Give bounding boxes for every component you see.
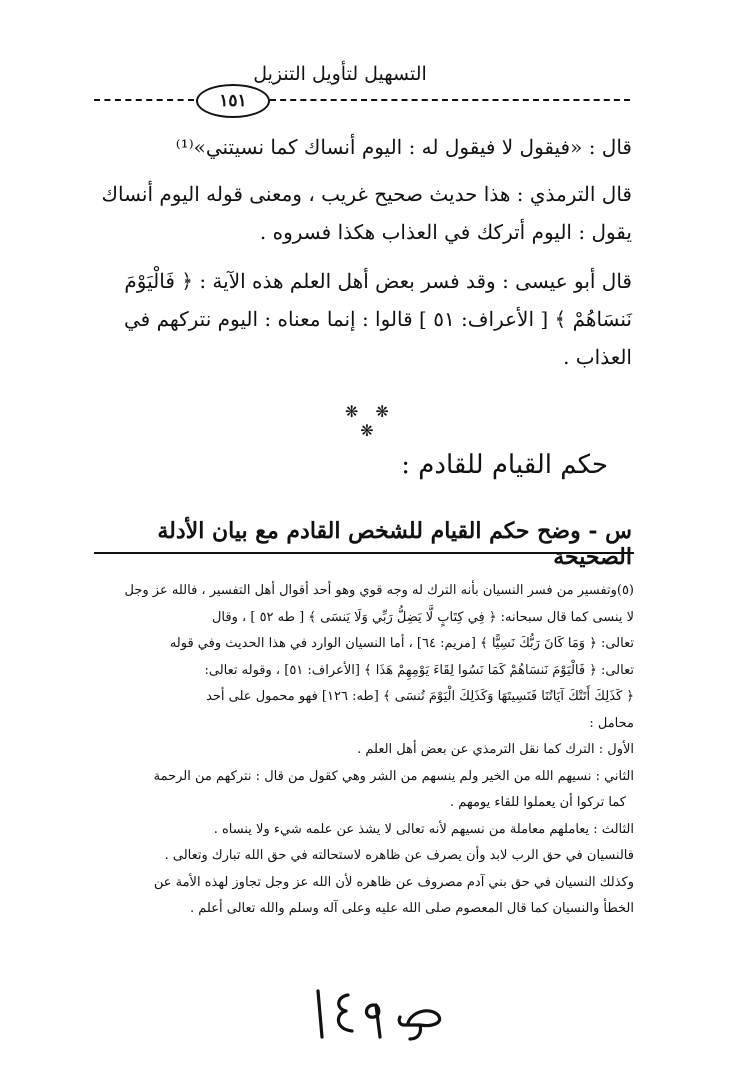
footnote-line: الثاني : نسيهم الله من الخير ولم ينسهم من الشر وهي كقول من قال : نتركهم من الرحمة [153,768,634,784]
footnote-line: فالنسيان في حق الرب لابد وأن يصرف عن ظاهره لاستحالته في حق الله تبارك وتعالى . [164,848,634,863]
footnote-line: كما تركوا أن يعملوا للقاء يومهم . [450,795,626,810]
footnote-line: (٥)وتفسير من فسر النسيان بأنه الترك له وجه قوي وهو أحد أقوال أهل التفسير ، فالله عز وجل [124,583,634,598]
question-heading: س - وضح حكم القيام للشخص القادم مع بيان الأدلة الصحيحة [157,518,632,570]
footnotes-block [100,578,634,923]
footnote-line: الثالث : يعاملهم معاملة من نسيهم لأنه تعالى لا يشذ عن علمه شيء ولا ينساه . [213,821,634,837]
footnote-line: تعالى: ﴿ فَالْيَوْمَ نَنسَاهُمْ كَمَا نَسُوا لِقَاءَ يَوْمِهِمْ هَذَا ﴾ [الأعراف: ٥١] ، وقوله تعالى: [204,662,634,678]
paragraph-abu-isa: قال أبو عيسى : وقد فسر بعض أهل العلم هذه الآية : ﴿ فَالْيَوْمَ نَنسَاهُمْ ﴾ [ الأعراف: ٥١ ] قالوا : إنما معناه : اليوم نتركهم في العذاب . [124,269,632,369]
footnote-line: الخطأ والنسيان كما قال المعصوم صلى الله عليه وعلى آله وسلم والله تعالى أعلم . [190,901,634,916]
section-heading: حكم القيام للقادم : [401,450,608,480]
footnote-line: محامل : [589,715,634,731]
header-rule-left [94,99,194,101]
handwritten-page-note [300,985,470,1045]
footnote-line: لا ينسى كما قال سبحانه: ﴿ فِي كِتَابٍ لَّا يَضِلُّ رَبِّي وَلَا يَنسَى ﴾ [ طه ٥٢ ] ، وقال [211,609,634,625]
footnote-line: تعالى: ﴿ وَمَا كَانَ رَبُّكَ نَسِيًّا ﴾ [مريم: ٦٤] ، أما النسيان الوارد في هذا الحديث وفي قوله [169,636,634,651]
section-separator: ❋ ❋ ❋ [345,402,395,440]
footnote-line: ﴿ كَذَلِكَ أَتَتْكَ آيَاتُنَا فَنَسِيتَهَا وَكَذَلِكَ الْيَوْمَ تُنسَى ﴾ [طه: ١٢٦] فهو محمول على أحد [206,689,634,704]
footnote-line: وكذلك النسيان في حق بني آدم مصروف عن ظاهره لأن الله عز وجل تجاوز لهذه الأمة عن [153,874,634,890]
footnote-line: الأول : الترك كما نقل الترمذي عن بعض أهل العلم . [357,742,634,757]
paragraph-tirmidhi: قال الترمذي : هذا حديث صحيح غريب ، ومعنى قوله اليوم أنساك يقول : اليوم أتركك في العذاب هكذا فسروه . [101,182,632,244]
paragraph-hadith-quote: قال : «فيقول لا فيقول له : اليوم أنساك كما نسيتني»⁽¹⁾ [175,135,632,159]
header-rule-right [270,99,630,101]
running-title: التسهيل لتأويل التنزيل [253,63,427,85]
page-number: ١٥١ [196,84,270,118]
question-underline [94,552,634,554]
